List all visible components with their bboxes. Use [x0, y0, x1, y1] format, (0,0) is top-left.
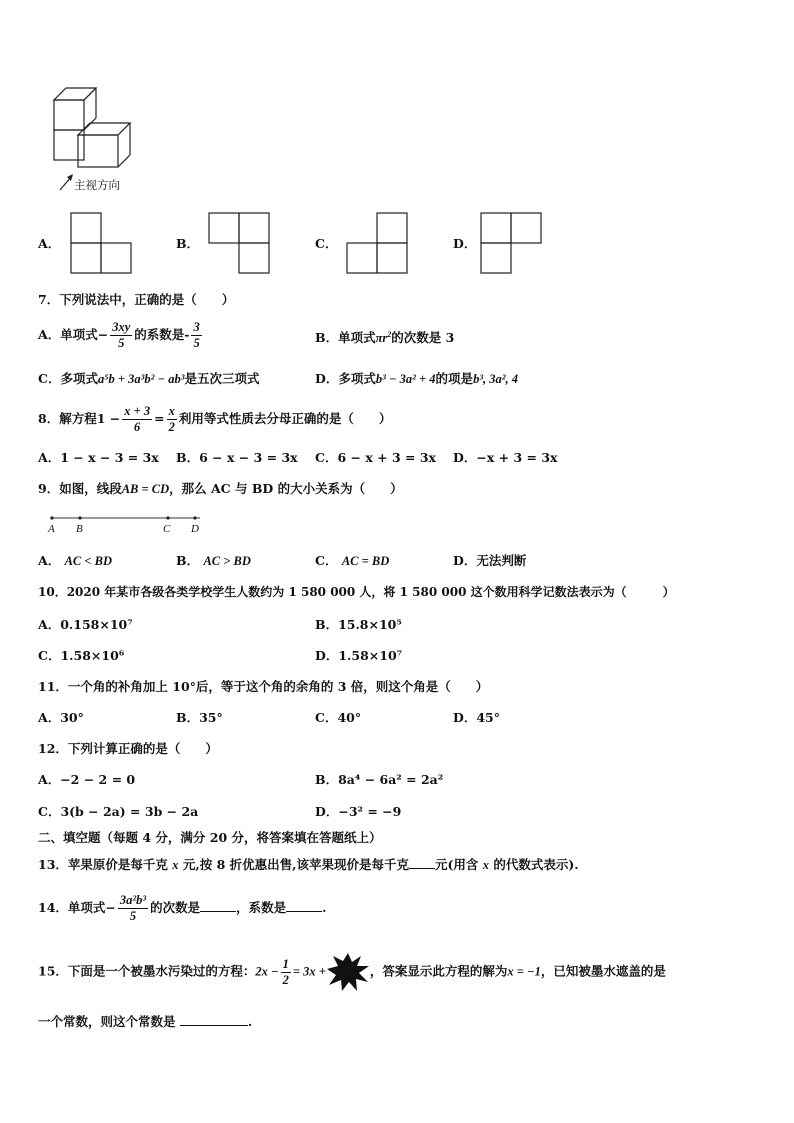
q8-option-a: A．1 − x − 3 = 3x: [38, 450, 159, 465]
q8-option-c: C．6 − x + 3 = 3x: [315, 450, 436, 465]
q8-option-b: B．6 − x − 3 = 3x: [176, 450, 298, 465]
q12-option-a: A．−2 − 2 = 0: [38, 772, 136, 787]
q8-option-d: D．−x + 3 = 3x: [453, 450, 558, 465]
q9-option-d: D．无法判断: [453, 553, 527, 568]
q6-option-d-label: D．: [453, 236, 477, 251]
q11-stem: 11．一个角的补角加上 10°后，等于这个角的余角的 3 倍，则这个角是（ ）: [38, 679, 489, 694]
q9-option-c: C． AC = BD: [315, 553, 390, 568]
q7-option-b: B．单项式$\pi r^2$的次数是 3: [315, 329, 455, 345]
q7-option-c: C．多项式a⁵b + 3a³b² − ab³是五次三项式: [38, 371, 260, 386]
ink-blot-icon: [326, 952, 370, 992]
q9-point-c: C: [163, 523, 171, 535]
q15-answer-blank[interactable]: [180, 1025, 248, 1026]
q6-option-d-figure: [480, 212, 542, 274]
q11-option-c: C．40°: [315, 710, 362, 725]
q7-option-d: D．多项式b³ − 3a² + 4的项是b³, 3a², 4: [315, 371, 519, 386]
q6-option-b-label: B．: [176, 236, 200, 251]
q12-stem: 12．下列计算正确的是（ ）: [38, 741, 218, 756]
q6-option-a-label: A．: [38, 236, 61, 251]
q14-coefficient-blank[interactable]: [286, 911, 322, 912]
q9-stem: 9．如图，线段AB = CD，那么 AC 与 BD 的大小关系为（ ）: [38, 481, 403, 496]
q9-point-d: D: [191, 523, 199, 535]
q13-answer-blank[interactable]: [409, 868, 435, 869]
q10-option-b: B．15.8×10⁵: [315, 617, 402, 632]
q11-option-d: D．45°: [453, 710, 500, 725]
q7-option-a: A．单项式− $\frac{3xy}{5}$ 的系数是- $\frac{3}{5}$: [38, 320, 200, 350]
q12-option-b: B．8a⁴ − 6a² = 2a²: [315, 772, 444, 787]
q10-stem: 10．2020 年某市各级各类学校学生人数约为 1 580 000 人，将 1 580 000 这个数用科学记数法表示为（ ）: [38, 585, 675, 599]
q10-option-c: C．1.58×10⁶: [38, 648, 125, 663]
q6-option-b-figure: [208, 212, 270, 274]
q7-stem: 7．下列说法中，正确的是（ ）: [38, 292, 235, 307]
q13-text: 13．苹果原价是每千克 x 元,按 8 折优惠出售,该苹果现价是每千克 元(用含 x 的代数式表示).: [38, 857, 579, 872]
q9-point-a: A: [48, 523, 55, 535]
q15-text: 15．下面是一个被墨水污染过的方程：2x − $\frac{1}{2}$ = 3x + ，答案显示此方程的解为x = −1，已知被墨水遮盖的是: [38, 952, 666, 992]
q12-option-d: D．−3² = −9: [315, 804, 402, 819]
q9-option-b: B． AC > BD: [176, 553, 251, 568]
q14-degree-blank[interactable]: [200, 911, 236, 912]
q10-option-d: D．1.58×10⁷: [315, 648, 403, 663]
q6-option-c-label: C．: [315, 236, 338, 251]
q6-option-a-figure: [70, 212, 132, 274]
q10-option-a: A．0.158×10⁷: [38, 617, 133, 632]
q8-stem: 8．解方程1 − $\frac{x + 3}{6}$ = $\frac{x}{2}$ 利用等式性质去分母正确的是（ ）: [38, 404, 392, 434]
q12-option-c: C．3(b − 2a) = 3b − 2a: [38, 804, 199, 819]
q9-line-segment-figure: [40, 510, 210, 540]
q9-option-a: A． AC < BD: [38, 553, 112, 568]
q14-text: 14．单项式− $\frac{\text{3a²b³}}{5}$ 的次数是 ，系数是 .: [38, 893, 327, 923]
q6-option-c-figure: [346, 212, 408, 274]
section-2-heading: 二、填空题（每题 4 分，满分 20 分，将答案填在答题纸上）: [38, 830, 382, 845]
q11-option-a: A．30°: [38, 710, 84, 725]
q11-option-b: B．35°: [176, 710, 223, 725]
view-direction-label: 主视方向: [74, 178, 120, 192]
q15-text-line2: 一个常数，则这个常数是 .: [38, 1014, 253, 1029]
q9-point-b: B: [76, 523, 83, 535]
